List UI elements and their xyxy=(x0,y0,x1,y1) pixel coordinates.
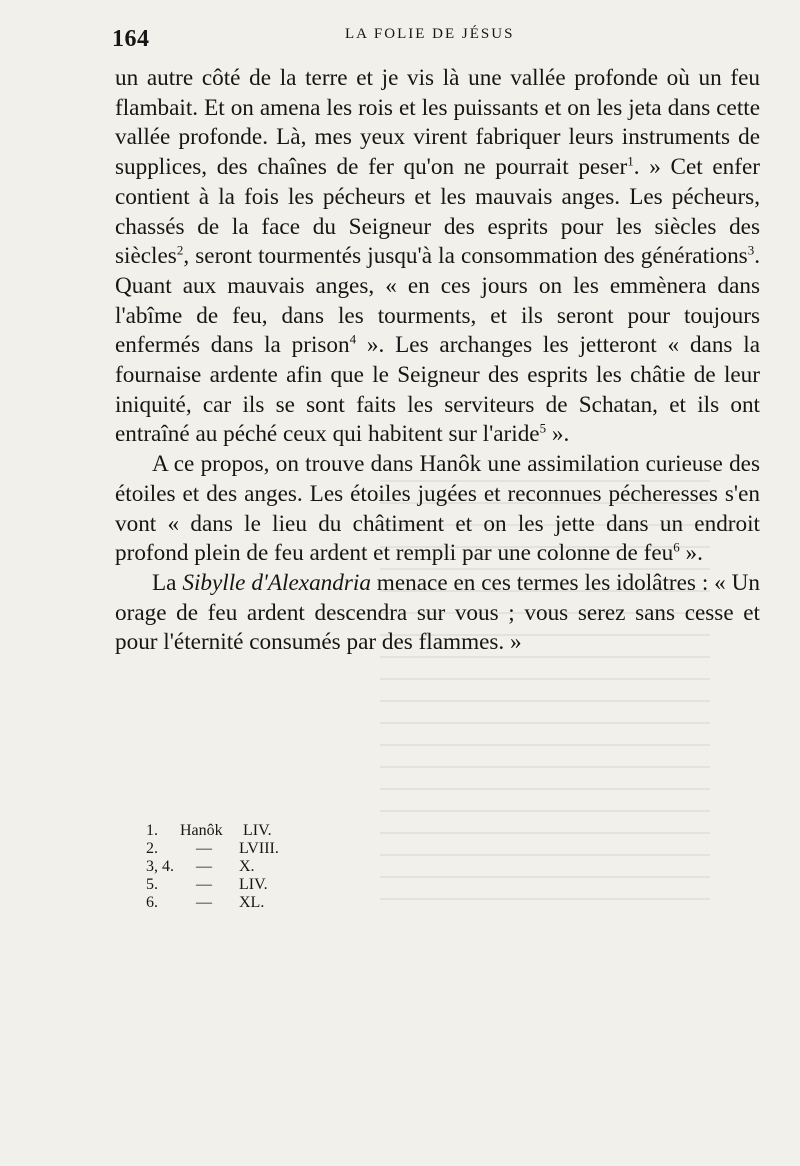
footnote-ref: 5 xyxy=(539,420,547,436)
footnote-row xyxy=(146,858,279,876)
footnote-row xyxy=(146,840,279,858)
main-text xyxy=(115,64,760,658)
footnote-ref: 6 xyxy=(673,539,680,555)
text-span: un autre côté de la terre et je vis là une vallée profonde où un feu flambait. Et on amena les rois et les puissants et on les jeta dans cette vallée profonde. Là, mes yeux virent fabriquer leurs instruments de supplices, des chaînes de fer qu'on ne pourrait peser xyxy=(115,65,760,181)
footnote-source: — xyxy=(180,858,212,875)
footnote-source: Hanôk xyxy=(180,822,223,839)
footnote-ref: 1 xyxy=(627,153,634,169)
footnote-number: 6. xyxy=(146,894,158,911)
footnote-reference: X. xyxy=(239,858,255,875)
footnote-reference: LVIII. xyxy=(239,840,279,857)
italic-title: Sibylle d'Alexandria xyxy=(182,569,371,596)
page-number: 164 xyxy=(112,26,150,52)
text-span: ». Les archanges les jetteront « dans la fournaise ardente afin que le Seigneur des esprits les châtie de leur iniquité, car ils se sont faits les serviteurs de Schatan, et ils ont entraîné au péché ceux qui habitent sur l'aride xyxy=(115,332,760,448)
footnote-row xyxy=(146,876,279,894)
text-span: . Quant aux mauvais anges, « en ces jours on les emmènera dans l'abîme de feu, dans les tourments, et ils seront pour toujours enfermés dans la prison xyxy=(115,243,760,359)
footnote-row xyxy=(146,894,279,912)
paragraph-3 xyxy=(115,569,760,658)
footnote-row xyxy=(146,822,279,840)
text-span: ». xyxy=(679,540,703,567)
footnote-source: — xyxy=(180,876,212,893)
footnote-source: — xyxy=(180,894,212,911)
footnote-ref: 3 xyxy=(747,242,755,258)
paragraph-1 xyxy=(115,64,760,450)
footnote-number: 1. xyxy=(146,822,158,839)
footnote-number: 3, 4. xyxy=(146,858,174,875)
running-title: LA FOLIE DE JÉSUS xyxy=(345,26,515,42)
footnote-number: 2. xyxy=(146,840,158,857)
footnote-ref: 4 xyxy=(349,331,357,347)
footnote-reference: LIV. xyxy=(239,876,268,893)
footnote-number: 5. xyxy=(146,876,158,893)
text-span: ». xyxy=(546,421,570,448)
text-span: . » Cet enfer contient à la fois les pécheurs et les mauvais anges. Les pécheurs, chassés de la face du Seigneur des esprits pour les siècles des siècles xyxy=(115,154,760,270)
paragraph-2 xyxy=(115,450,760,569)
footnote-reference: XL. xyxy=(239,894,265,911)
text-span: , seront tourmentés jusqu'à la consommation des générations xyxy=(183,243,748,270)
footnote-source: — xyxy=(180,840,212,857)
text-span: menace en ces termes les idolâtres : « Un orage de feu ardent descendra sur vous ; vous serez sans cesse et pour l'éternité consumés par des flammes. » xyxy=(115,569,760,656)
footnote-ref: 2 xyxy=(176,242,184,258)
text-span: A ce propos, on trouve dans Hanôk une assimilation curieuse des étoiles et des anges. Les étoiles jugées et reconnues pécheresses s'en vont « dans le lieu du châtiment et on les jette dans un endroit profond plein de feu ardent et rempli par une colonne de feu xyxy=(115,451,760,567)
footnote-reference: LIV. xyxy=(239,822,272,839)
footnotes xyxy=(146,822,279,912)
text-span: La xyxy=(152,569,183,596)
